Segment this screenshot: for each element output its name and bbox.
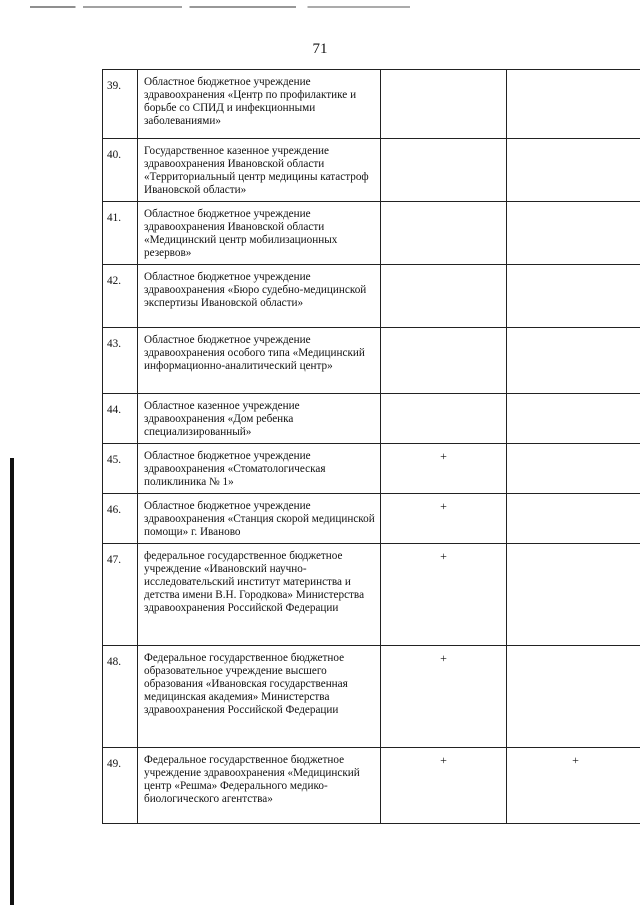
table-row <box>103 139 640 202</box>
mark-column-1: + <box>381 646 507 748</box>
mark-column-2 <box>507 70 640 139</box>
mark-column-2: + <box>507 748 640 824</box>
mark-column-2 <box>507 646 640 748</box>
mark-column-1 <box>381 265 507 328</box>
table-row <box>103 328 640 394</box>
row-number: 49. <box>103 748 138 824</box>
table-row <box>103 494 640 544</box>
mark-column-2 <box>507 328 640 394</box>
mark-column-1: + <box>381 444 507 494</box>
mark-column-2 <box>507 494 640 544</box>
mark-column-2 <box>507 444 640 494</box>
institution-name: Федеральное государственное бюджетное учреждение здравоохранения «Медицинский центр «Решма» Федерального медико-биологического агентства» <box>138 748 381 824</box>
mark-column-1 <box>381 70 507 139</box>
row-number: 42. <box>103 265 138 328</box>
row-number: 39. <box>103 70 138 139</box>
mark-column-1 <box>381 328 507 394</box>
mark-column-2 <box>507 202 640 265</box>
institution-name: Государственное казенное учреждение здравоохранения Ивановской области «Территориальный центр медицины катастроф Ивановской области» <box>138 139 381 202</box>
institution-name: Областное бюджетное учреждение здравоохранения «Центр по профилактике и борьбе со СПИД и инфекционными заболеваниями» <box>138 70 381 139</box>
mark-column-1: + <box>381 494 507 544</box>
scan-artifact-top <box>30 6 410 8</box>
table-row <box>103 646 640 748</box>
row-number: 48. <box>103 646 138 748</box>
institution-name: Областное казенное учреждение здравоохранения «Дом ребенка специализированный» <box>138 394 381 444</box>
scan-artifact-left-edge <box>10 458 14 905</box>
institution-name: Областное бюджетное учреждение здравоохранения «Бюро судебно-медицинской экспертизы Ивановской области» <box>138 265 381 328</box>
institutions-table <box>102 69 640 824</box>
row-number: 45. <box>103 444 138 494</box>
row-number: 46. <box>103 494 138 544</box>
table-row <box>103 265 640 328</box>
institution-name: федеральное государственное бюджетное учреждение «Ивановский научно-исследовательский институт материнства и детства имени В.Н. Городкова» Министерства здравоохранения Российской Федерации <box>138 544 381 646</box>
institution-name: Областное бюджетное учреждение здравоохранения особого типа «Медицинский информационно-аналитический центр» <box>138 328 381 394</box>
mark-column-2 <box>507 265 640 328</box>
table-row <box>103 394 640 444</box>
mark-column-1: + <box>381 544 507 646</box>
mark-column-2 <box>507 394 640 444</box>
row-number: 44. <box>103 394 138 444</box>
institution-name: Федеральное государственное бюджетное образовательное учреждение высшего образования «Ивановская государственная медицинская академия» Министерства здравоохранения Российской Федерации <box>138 646 381 748</box>
row-number: 40. <box>103 139 138 202</box>
mark-column-2 <box>507 139 640 202</box>
table-row <box>103 202 640 265</box>
mark-column-2 <box>507 544 640 646</box>
row-number: 43. <box>103 328 138 394</box>
institution-name: Областное бюджетное учреждение здравоохранения «Станция скорой медицинской помощи» г. Иваново <box>138 494 381 544</box>
mark-column-1: + <box>381 748 507 824</box>
table-row <box>103 444 640 494</box>
mark-column-1 <box>381 394 507 444</box>
row-number: 47. <box>103 544 138 646</box>
table-row <box>103 748 640 824</box>
mark-column-1 <box>381 202 507 265</box>
table-row <box>103 544 640 646</box>
institution-name: Областное бюджетное учреждение здравоохранения Ивановской области «Медицинский центр мобилизационных резервов» <box>138 202 381 265</box>
page-number: 71 <box>312 41 328 57</box>
mark-column-1 <box>381 139 507 202</box>
row-number: 41. <box>103 202 138 265</box>
institution-name: Областное бюджетное учреждение здравоохранения «Стоматологическая поликлиника № 1» <box>138 444 381 494</box>
table-row <box>103 70 640 139</box>
